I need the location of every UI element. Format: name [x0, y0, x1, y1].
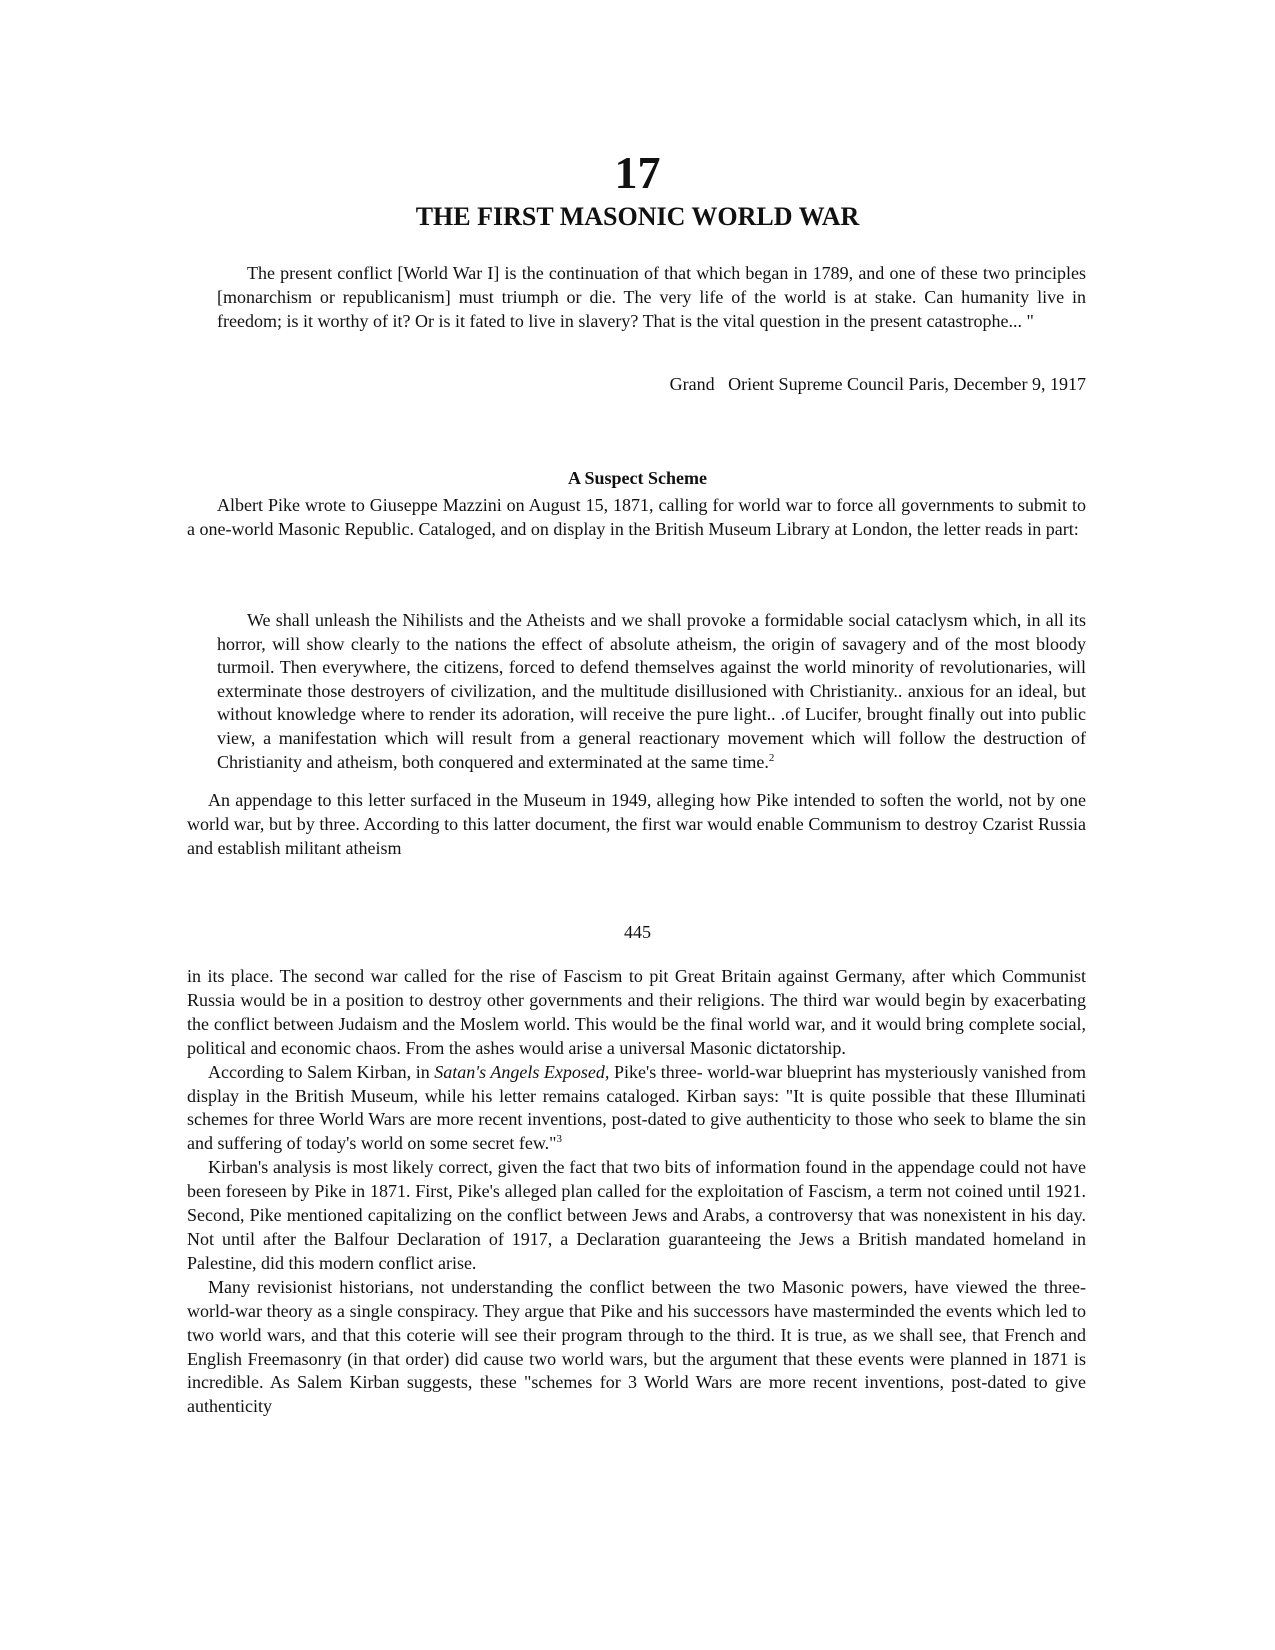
letter-quote: [217, 609, 1086, 774]
footnote-marker: 3: [556, 1133, 562, 1146]
page-number: 445: [624, 922, 651, 942]
epigraph-attribution: Grand Orient Supreme Council Paris, December 9, 1917: [669, 374, 1086, 394]
chapter-title: THE FIRST MASONIC WORLD WAR: [415, 202, 860, 231]
epigraph-quote: The present conflict [World War I] is the continuation of that which began in 1789, and one of these two principles [monarchism or republicanism] must triumph or die. The very life of the world is at stake. Can humanity live in freedom; is it worthy of it? Or is it fated to live in slavery? That is the vital question in the present catastrophe... ": [217, 263, 1086, 331]
footnote-marker: 2: [768, 751, 775, 764]
section-heading: A Suspect Scheme: [568, 468, 707, 488]
book-title: Satan's Angels Exposed,: [434, 1061, 610, 1082]
letter-quote-text: We shall unleash the Nihilists and the Atheists and we shall provoke a formidable social cataclysm which, in all its horror, will show clearly to the nations the effect of absolute atheism, the origin of savagery and of the most bloody turmoil. Then everywhere, the citizens, forced to defend themselves against the world minority of revolutionaries, will exterminate those destroyers of civilization, and the multitude disillusioned with Christianity.. anxious for an ideal, but without knowledge where to render its adoration, will receive the pure light.. .of Lucifer, brought finally out into public view, a manifestation which will result from a general reactionary movement which will follow the destruction of Christianity and atheism, both conquered and exterminated at the same time.: [217, 610, 1086, 772]
continuation-paragraph-4: Many revisionist historians, not understanding the conflict between the two Masonic powers, have viewed the three-world-war theory as a single conspiracy. They argue that Pike and his successors have masterminded the events which led to two world wars, and that this coterie will see their program through to the third. It is true, as we shall see, that French and English Freemasonry (in that order) did cause two world wars, but the argument that these events were planned in 1871 is incredible. As Salem Kirban suggests, these "schemes for 3 World Wars are more recent inventions, post-dated to give authenticity: [187, 1276, 1086, 1417]
continuation-text: [187, 965, 1086, 1419]
continuation-paragraph-3: Kirban's analysis is most likely correct, given the fact that two bits of information found in the appendage could not have been foreseen by Pike in 1871. First, Pike's alleged plan called for the exploitation of Fascism, a term not coined until 1921. Second, Pike mentioned capitalizing on the conflict between Jews and Arabs, a controversy that was nonexistent in his day. Not until after the Balfour Declaration of 1917, a Declaration guaranteeing the Jews a British mandated homeland in Palestine, did this modern conflict arise.: [187, 1157, 1086, 1273]
intro-paragraph: Albert Pike wrote to Giuseppe Mazzini on August 15, 1871, calling for world war to force all governments to submit to a one-world Masonic Republic. Cataloged, and on display in the British Museum Library at London, the letter reads in part:: [187, 495, 1086, 539]
continuation-paragraph-2: [187, 1061, 1086, 1157]
appendage-paragraph: An appendage to this letter surfaced in the Museum in 1949, alleging how Pike intended to soften the world, not by one world war, but by three. According to this latter document, the first war would enable Communism to destroy Czarist Russia and establish militant atheism: [187, 790, 1086, 858]
chapter-number: 17: [614, 147, 661, 198]
continuation-paragraph-2-body: Pike's three- world-war blueprint has mysteriously vanished from display in the British Museum, while his letter remains cataloged. Kirban says: "It is quite possible that these Illuminati schemes for three World Wars are more recent inventions, post-dated to give authenticity to those who seek to blame the sin and suffering of today's world on some secret few.": [187, 1061, 1087, 1154]
continuation-paragraph-2-lead: According to Salem Kirban, in: [208, 1061, 435, 1082]
continuation-paragraph-1: in its place. The second war called for the rise of Fascism to pit Great Britain against Germany, after which Communist Russia would be in a position to destroy other governments and their religions. The third war would begin by exacerbating the conflict between Judaism and the Moslem world. This would be the final world war, and it would bring complete social, political and economic chaos. From the ashes would arise a universal Masonic dictatorship.: [187, 966, 1086, 1058]
